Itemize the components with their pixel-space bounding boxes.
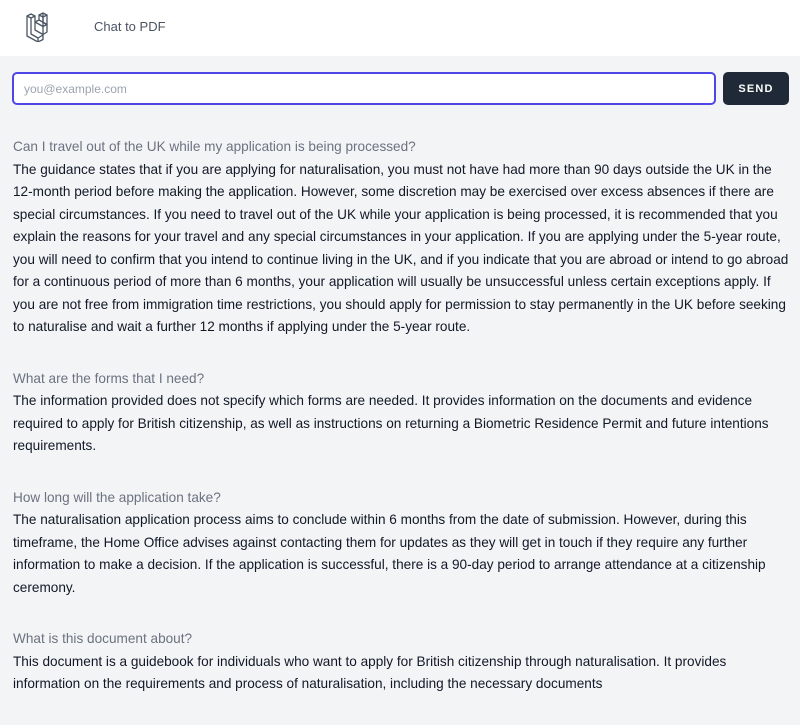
qa-item bbox=[13, 368, 791, 458]
qa-item bbox=[13, 628, 791, 696]
question-form bbox=[12, 72, 789, 106]
question-input[interactable] bbox=[12, 72, 716, 105]
top-bar bbox=[0, 0, 800, 56]
app-title: Chat to PDF bbox=[94, 19, 166, 34]
question-text: What is this document about? bbox=[13, 631, 193, 646]
laravel-cube-icon[interactable] bbox=[24, 12, 54, 42]
conversation-list bbox=[13, 136, 791, 725]
answer-text: The guidance states that if you are applying for naturalisation, you must not have had more than 90 days outside the UK in the 12-month period before making the application. However, some discretion may be exercised over excess absences if there are special circumstances. If you need to travel out of the UK while your application is being processed, it is recommended that you explain the reasons for your travel and any special circumstances in your application. If you are applying under the 5-year route, you will need to confirm that you intend to continue living in the UK, and if you indicate that you are abroad or intend to go abroad for a continuous period of more than 6 months, your application will usually be unsuccessful unless certain exceptions apply. If you are not free from immigration time restrictions, you should apply for permission to stay permanently in the UK before seeking to naturalise and wait a further 12 months if applying under the 5-year route. bbox=[13, 161, 789, 334]
question-text: How long will the application take? bbox=[13, 489, 221, 505]
answer-text: The information provided does not specify which forms are needed. It provides information on the documents and evidence required to apply for British citizenship, as well as instructions on returning a Biometric Residence Permit and future intentions requirements. bbox=[13, 393, 769, 453]
qa-item bbox=[13, 136, 791, 339]
qa-item bbox=[13, 487, 791, 600]
send-button[interactable]: SEND bbox=[723, 72, 789, 105]
question-text: What are the forms that I need? bbox=[13, 370, 205, 386]
question-text: Can I travel out of the UK while my application is being processed? bbox=[13, 139, 416, 154]
answer-text: This document is a guidebook for individuals who want to apply for British citizenship through naturalisation. It provides information on the requirements and process of naturalisation, including the necessary documents bbox=[13, 653, 727, 691]
answer-text: The naturalisation application process aims to conclude within 6 months from the date of submission. However, during this timeframe, the Home Office advises against contacting them for updates as they will get in touch if they require any further information to make a decision. If the application is successful, there is a 90-day period to arrange attendance at a citizenship ceremony. bbox=[13, 512, 766, 595]
